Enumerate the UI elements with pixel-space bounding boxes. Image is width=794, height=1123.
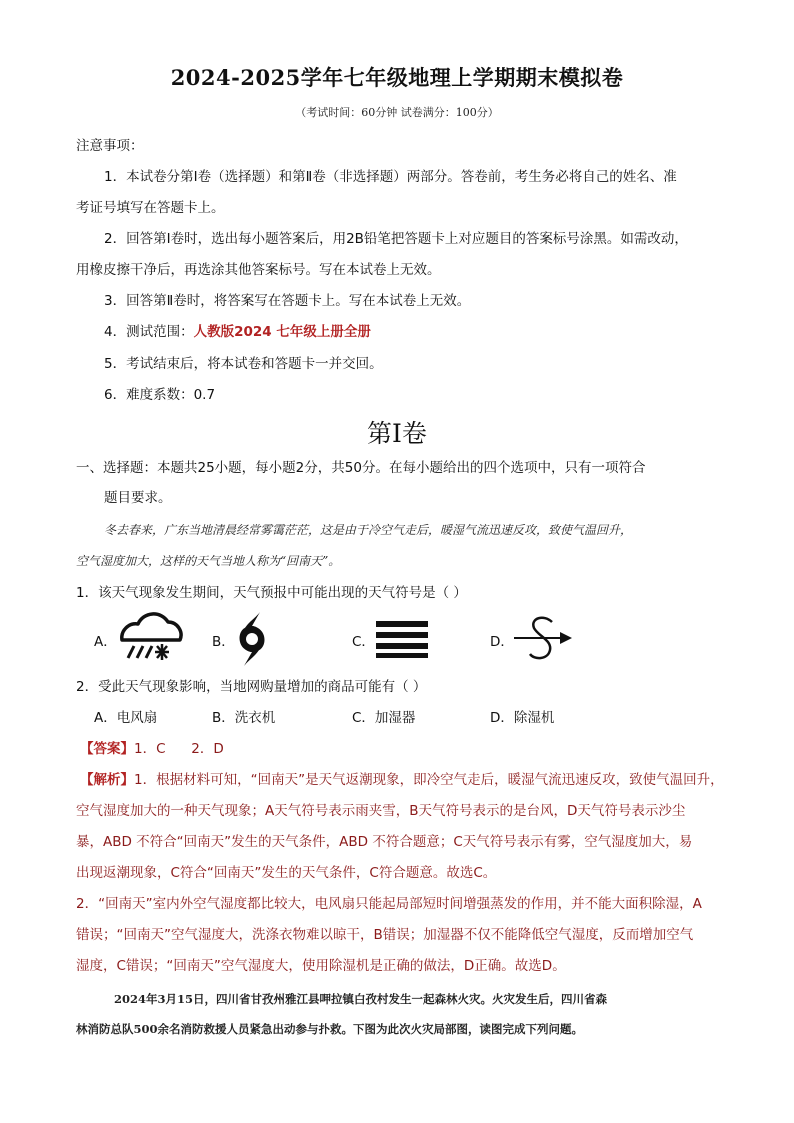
answer-line	[80, 740, 730, 758]
note-item-5: 5．考试结束后，将本试卷和答题卡一并交回。	[104, 356, 383, 372]
analysis-text-1: 1．根据材料可知，“回南天”是天气返潮现象，即冷空气走后，暖湿气流迅速反攻，致使气温回升，	[134, 772, 724, 788]
exam-info: （考试时间：60分钟 试卷满分：100分）	[295, 106, 499, 119]
passage-1-line-2: 空气湿度加大，这样的天气当地人称为“回南天”。	[76, 554, 341, 568]
passage-2-line-1: 2024年3月15日，四川省甘孜州雅江县呷拉镇白孜村发生一起森林火灾。火灾发生后，四川省森	[114, 992, 608, 1006]
analysis-line-4: 出现返潮现象，C符合“回南天”发生的天气条件，C符合题意。故选C。	[76, 865, 497, 881]
analysis-line-3: 暴，ABD 不符合“回南天”发生的天气条件，ABD 不符合题意；C天气符号表示有雾，空气湿度加大，易	[76, 834, 693, 850]
page-title: 2024-2025学年七年级地理上学期期末模拟卷	[170, 65, 624, 90]
analysis-line-5: 2．“回南天”室内外空气湿度都比较大，电风扇只能起局部短时间增强蒸发的作用，并不能大面积除湿，A	[76, 896, 702, 912]
q2-option-a: A．电风扇	[94, 710, 158, 726]
fog-symbol-icon	[374, 619, 430, 659]
analysis-line-6: 错误；“回南天”空气湿度大，洗涤衣物难以晾干，B错误；加湿器不仅不能降低空气湿度，反而增加空气	[76, 927, 694, 943]
test-scope: 人教版2024 七年级上册全册	[193, 324, 371, 340]
answer-label: 【答案】	[80, 741, 134, 757]
note-item-6: 6．难度系数：0.7	[104, 387, 216, 403]
q2-option-d: D．除湿机	[490, 710, 555, 726]
section-instruction-line-1: 一、选择题：本题共25小题，每小题2分，共50分。在每小题给出的四个选项中，只有一项符合	[76, 460, 646, 476]
analysis-label: 【解析】	[80, 772, 134, 788]
note-item-4	[104, 323, 726, 341]
note-item-3: 3．回答第Ⅱ卷时，将答案写在答题卡上。写在本试卷上无效。	[104, 293, 471, 309]
q2-option-b: B．洗衣机	[212, 710, 276, 726]
q1-option-d-label: D．	[490, 634, 514, 650]
section-instruction-line-2: 题目要求。	[104, 490, 172, 506]
passage-1-line-1: 冬去春来，广东当地清晨经常雾霭茫茫，这是由于冷空气走后，暖湿气流迅速反攻，致使气温回升，	[104, 523, 633, 537]
sleet-symbol-icon	[116, 612, 184, 664]
q1-option-b-label: B．	[212, 634, 235, 650]
question-2-stem: 2．受此天气现象影响，当地网购量增加的商品可能有（ ）	[76, 679, 427, 695]
section-title: 第Ⅰ卷	[367, 419, 427, 448]
typhoon-symbol-icon	[234, 610, 270, 668]
note-item-1-line-1: 1．本试卷分第Ⅰ卷（选择题）和第Ⅱ卷（非选择题）两部分。答卷前，考生务必将自己的姓名、准	[104, 169, 677, 185]
sandstorm-symbol-icon	[512, 614, 574, 662]
note-item-4-prefix: 4．测试范围：	[104, 324, 194, 340]
notes-heading: 注意事项：	[76, 138, 144, 154]
q1-option-c-label: C．	[352, 634, 375, 650]
q2-option-c: C．加湿器	[352, 710, 416, 726]
answer-text: 1．C 2．D	[134, 741, 224, 757]
note-item-2-line-1: 2．回答第Ⅰ卷时，选出每小题答案后，用2B铅笔把答题卡上对应题目的答案标号涂黑。如需改动，	[104, 231, 688, 247]
analysis-line-2: 空气湿度加大的一种天气现象；A天气符号表示雨夹雪，B天气符号表示的是台风，D天气符号表示沙尘	[76, 803, 686, 819]
analysis-line-7: 湿度，C错误；“回南天”空气湿度大，使用除湿机是正确的做法，D正确。故选D。	[76, 958, 566, 974]
q1-option-a-label: A．	[94, 634, 117, 650]
note-item-2-line-2: 用橡皮擦干净后，再选涂其他答案标号。写在本试卷上无效。	[76, 262, 441, 278]
analysis-line-1	[80, 771, 726, 789]
question-1-stem: 1．该天气现象发生期间，天气预报中可能出现的天气符号是（ ）	[76, 585, 467, 601]
passage-2-line-2: 林消防总队500余名消防救援人员紧急出动参与扑救。下图为此次火灾局部图，读图完成下列问题。	[76, 1022, 583, 1036]
note-item-1-line-2: 考证号填写在答题卡上。	[76, 200, 225, 216]
